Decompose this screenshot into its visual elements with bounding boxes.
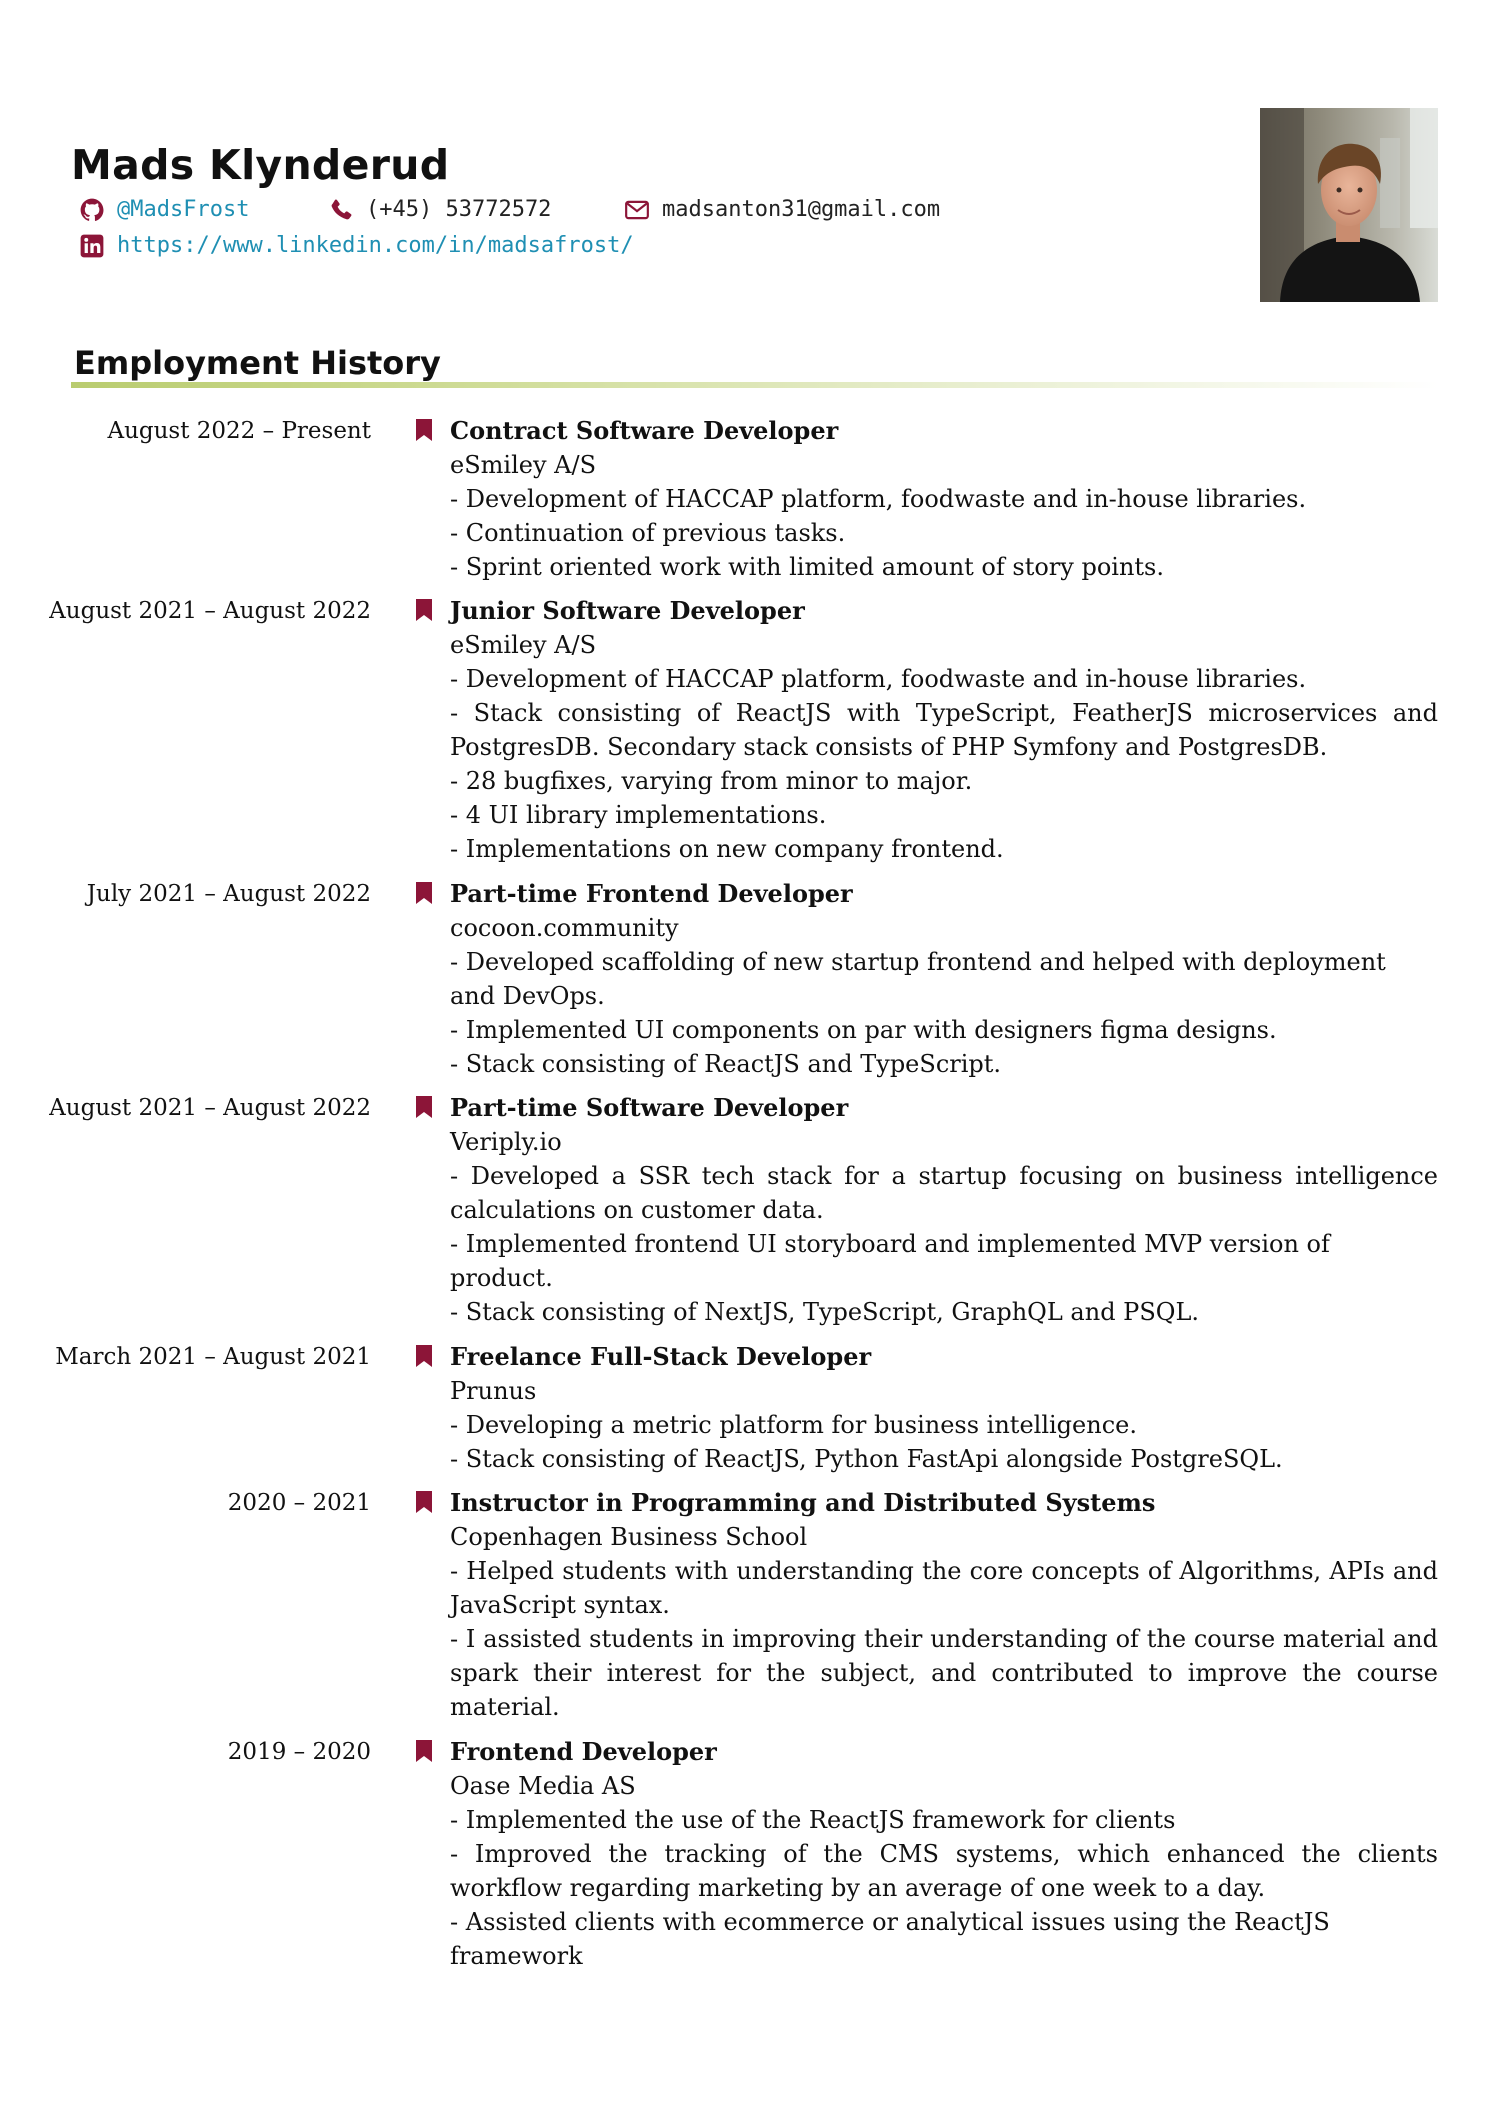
email-address[interactable]: madsanton31@gmail.com bbox=[662, 197, 941, 222]
bookmark-icon bbox=[414, 1345, 434, 1367]
bookmark-icon bbox=[414, 419, 434, 441]
section-divider bbox=[71, 382, 1439, 388]
entry-bullet: - Implemented frontend UI storyboard and implemented MVP version of product. bbox=[450, 1230, 1330, 1292]
entry-role: Frontend Developer bbox=[450, 1737, 717, 1766]
entry-role: Part-time Software Developer bbox=[450, 1093, 849, 1122]
entry-role: Instructor in Programming and Distributed Systems bbox=[450, 1488, 1156, 1517]
entry-date: 2019 – 2020 bbox=[227, 1739, 371, 1765]
entry-bullet: - Developed scaffolding of new startup frontend and helped with deployment and DevOps. bbox=[450, 948, 1386, 1010]
github-contact[interactable] bbox=[79, 195, 249, 225]
entry-bullet: - Improved the tracking of the CMS systems, which enhanced the clients workflow regarding marketing by an average of one week to a day. bbox=[450, 1840, 1438, 1902]
section-title-employment: Employment History bbox=[74, 344, 441, 382]
entry-organization: eSmiley A/S bbox=[450, 631, 597, 659]
envelope-icon bbox=[624, 197, 650, 223]
entry-organization: Oase Media AS bbox=[450, 1772, 636, 1800]
full-name: Mads Klynderud bbox=[71, 141, 450, 189]
entry-date: March 2021 – August 2021 bbox=[55, 1344, 371, 1370]
entry-role: Junior Software Developer bbox=[450, 596, 805, 625]
linkedin-contact[interactable] bbox=[79, 231, 634, 261]
bookmark-icon bbox=[414, 1096, 434, 1118]
entry-bullet: - Stack consisting of ReactJS, Python FastApi alongside PostgreSQL. bbox=[450, 1445, 1283, 1473]
entry-date: August 2021 – August 2022 bbox=[49, 598, 371, 624]
entry-bullet: - Sprint oriented work with limited amount of story points. bbox=[450, 553, 1164, 581]
entry-organization: Veriply.io bbox=[450, 1128, 562, 1156]
entry-date: 2020 – 2021 bbox=[227, 1490, 371, 1516]
phone-contact[interactable] bbox=[328, 195, 551, 225]
entry-body bbox=[450, 877, 1438, 1081]
entry-bullet: - Stack consisting of ReactJS with TypeScript, FeatherJS microservices and PostgresDB. Secondary stack consists of PHP Symfony and PostgresDB. bbox=[450, 699, 1438, 761]
entry-organization: Prunus bbox=[450, 1377, 537, 1405]
entry-bullet: - Stack consisting of ReactJS and TypeScript. bbox=[450, 1050, 1002, 1078]
entry-body bbox=[450, 1486, 1438, 1724]
github-link[interactable]: @MadsFrost bbox=[117, 197, 250, 222]
entry-bullet: - Stack consisting of NextJS, TypeScript, GraphQL and PSQL. bbox=[450, 1298, 1200, 1326]
entry-date: August 2021 – August 2022 bbox=[49, 1095, 371, 1121]
linkedin-icon bbox=[79, 233, 105, 259]
phone-number[interactable]: (+45) 53772572 bbox=[366, 197, 552, 222]
entry-bullet: - 28 bugfixes, varying from minor to major. bbox=[450, 767, 973, 795]
entry-body bbox=[450, 594, 1438, 866]
entry-bullet: - Development of HACCAP platform, foodwaste and in-house libraries. bbox=[450, 665, 1307, 693]
entry-organization: eSmiley A/S bbox=[450, 451, 597, 479]
entry-role: Part-time Frontend Developer bbox=[450, 879, 853, 908]
entry-bullet: - Implementations on new company frontend. bbox=[450, 835, 1004, 863]
entry-bullet: - Assisted clients with ecommerce or analytical issues using the ReactJS framework bbox=[450, 1908, 1330, 1970]
linkedin-link[interactable]: https://www.linkedin.com/in/madsafrost/ bbox=[117, 233, 634, 258]
entry-bullet: - Continuation of previous tasks. bbox=[450, 519, 846, 547]
profile-photo bbox=[1260, 108, 1438, 302]
bookmark-icon bbox=[414, 1491, 434, 1513]
entry-body bbox=[450, 1091, 1438, 1329]
entry-bullet: - Implemented UI components on par with designers figma designs. bbox=[450, 1016, 1277, 1044]
entry-bullet: - Developing a metric platform for business intelligence. bbox=[450, 1411, 1137, 1439]
entry-organization: Copenhagen Business School bbox=[450, 1523, 808, 1551]
github-icon bbox=[79, 197, 105, 223]
bookmark-icon bbox=[414, 1740, 434, 1762]
entry-bullet: - 4 UI library implementations. bbox=[450, 801, 827, 829]
entry-bullet: - Development of HACCAP platform, foodwaste and in-house libraries. bbox=[450, 485, 1307, 513]
entry-role: Contract Software Developer bbox=[450, 416, 839, 445]
entry-bullet: - Developed a SSR tech stack for a startup focusing on business intelligence calculations on customer data. bbox=[450, 1162, 1438, 1224]
entry-body bbox=[450, 1340, 1438, 1476]
entry-bullet: - Helped students with understanding the core concepts of Algorithms, APIs and JavaScript syntax. bbox=[450, 1557, 1438, 1619]
bookmark-icon bbox=[414, 599, 434, 621]
phone-icon bbox=[328, 197, 354, 223]
entry-bullet: - I assisted students in improving their understanding of the course material and spark their interest for the subject, and contributed to improve the course material. bbox=[450, 1625, 1438, 1721]
bookmark-icon bbox=[414, 882, 434, 904]
entry-date: August 2022 – Present bbox=[107, 418, 371, 444]
entry-body bbox=[450, 414, 1438, 584]
entry-date: July 2021 – August 2022 bbox=[86, 881, 371, 907]
entry-role: Freelance Full-Stack Developer bbox=[450, 1342, 872, 1371]
entry-organization: cocoon.community bbox=[450, 914, 679, 942]
email-contact[interactable] bbox=[624, 195, 940, 225]
entry-body bbox=[450, 1735, 1438, 1973]
entry-bullet: - Implemented the use of the ReactJS framework for clients bbox=[450, 1806, 1176, 1834]
